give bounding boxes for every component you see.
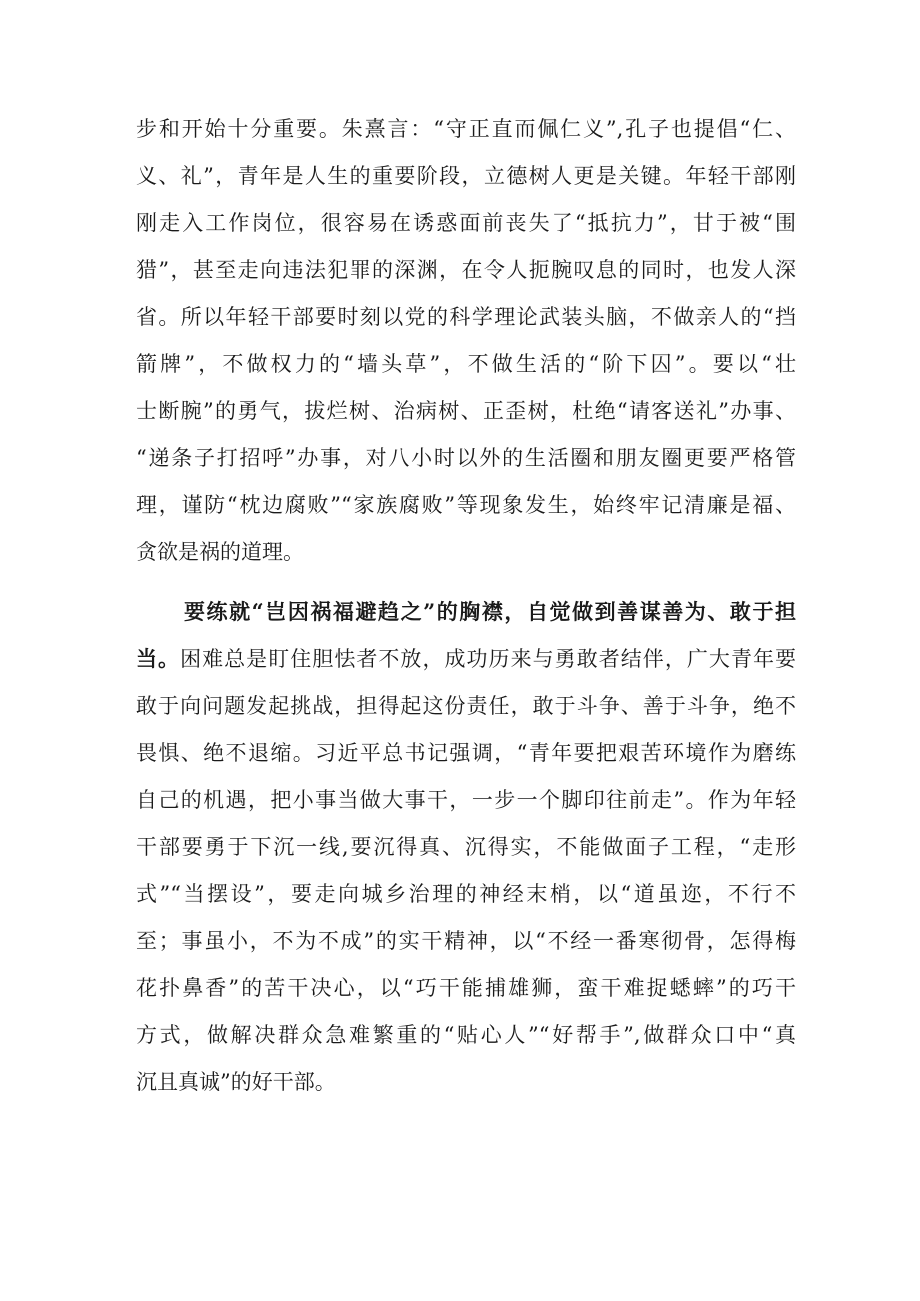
paragraph1-line: 贪欲是祸的道理。: [136, 540, 304, 564]
paragraph2-line: 花扑鼻香”的苦干决心，以“巧干能捕雄狮，蛮干难捉蟋蟀”的巧干: [136, 976, 796, 1000]
paragraph2-line: 干部要勇于下沉一线,要沉得真、沉得实，不能做面子工程，“走形: [136, 835, 796, 859]
paragraph1-line: 箭牌”，不做权力的“墙头草”，不做生活的“阶下囚”。要以“壮: [136, 352, 796, 376]
paragraph2-line: 敢于向问题发起挑战，担得起这份责任，敢于斗争、善于斗争，绝不: [136, 694, 796, 718]
paragraph2-line: 方式，做解决群众急难繁重的“贴心人”“好帮手”,做群众口中“真: [136, 1023, 796, 1047]
paragraph2-line: 至；事虽小，不为不成”的实干精神，以“不经一番寒彻骨，怎得梅: [136, 929, 796, 953]
paragraph1-line: “递条子打招呼”办事，对八小时以外的生活圈和朋友圈更要严格管: [136, 446, 796, 470]
paragraph2-heading: 要练就“岂因祸福避趋之”的胸襟，自觉做到善谋善为、敢于担: [184, 599, 796, 624]
paragraph1-line: 刚走入工作岗位，很容易在诱惑面前丧失了“抵抗力”，甘于被“围: [136, 211, 796, 235]
paragraph2-line: 畏惧、绝不退缩。习近平总书记强调，“青年要把艰苦环境作为磨练: [136, 741, 796, 765]
paragraph1-line: 步和开始十分重要。朱熹言：“守正直而佩仁义”,孔子也提倡“仁、: [136, 117, 796, 141]
paragraph2-line: 自己的机遇，把小事当做大事干，一步一个脚印往前走”。作为年轻: [136, 788, 796, 812]
paragraph1-line: 猎”，甚至走向违法犯罪的深渊，在令人扼腕叹息的同时，也发人深: [136, 258, 796, 282]
paragraph2-heading-end: 当。: [136, 646, 181, 671]
paragraph2-line: [136, 644, 796, 674]
paragraph2-line: 式”“当摆设”，要走向城乡治理的神经末梢，以“道虽迩，不行不: [136, 882, 796, 906]
paragraph1-line: 省。所以年轻干部要时刻以党的科学理论武装头脑，不做亲人的“挡: [136, 305, 796, 329]
paragraph2-line: 沉且真诚”的好干部。: [136, 1070, 336, 1094]
paragraph1-line: 理，谨防“枕边腐败”“家族腐败”等现象发生，始终牢记清廉是福、: [136, 493, 796, 517]
paragraph1-line: 义、礼”，青年是人生的重要阶段，立德树人更是关键。年轻干部刚: [136, 164, 796, 188]
paragraph2-line-rest: 困难总是盯住胆怯者不放，成功历来与勇敢者结伴，广大青年要: [180, 647, 797, 671]
paragraph1-line: 士断腕”的勇气，拔烂树、治病树、正歪树，杜绝“请客送礼”办事、: [136, 399, 796, 423]
